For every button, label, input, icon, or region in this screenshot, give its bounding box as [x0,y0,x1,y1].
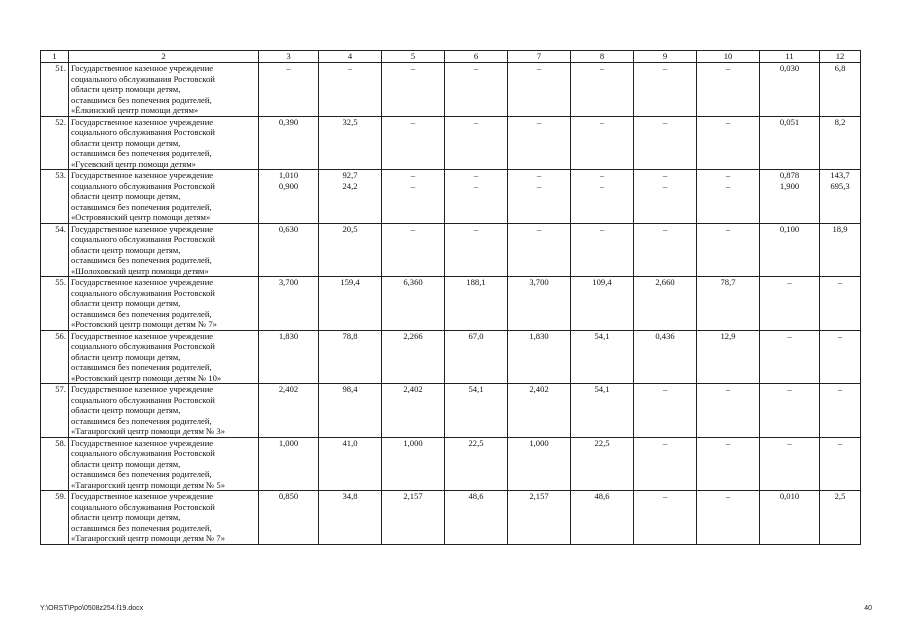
institution-name-line: социального обслуживания Ростовской [71,127,215,137]
institution-name-line: Государственное казенное учреждение [71,491,214,501]
value-line: – [599,116,605,127]
value-cell [382,116,445,170]
institution-name-line: «Островянский центр помощи детям» [71,212,211,222]
table-row [41,223,861,277]
value-line: 2,402 [403,384,423,394]
value-cell [382,384,445,438]
institution-name-line: «Ростовский центр помощи детям № 10» [71,372,222,383]
value-line: – [725,223,731,234]
value-cell [382,491,445,545]
value-line: – [662,223,668,234]
value-cell [319,116,382,170]
value-line: 1,830 [529,330,549,341]
value-line: 2,157 [529,491,549,501]
value-line: – [410,170,416,180]
institution-name-line: области центр помощи детям, [71,137,181,148]
value-line: – [725,437,731,448]
value-line: 0,051 [779,116,800,127]
value-line: 1,000 [403,437,423,448]
value-cell [319,63,382,117]
column-header: 4 [319,51,382,63]
institution-name-line: социального обслуживания Ростовской [71,234,215,244]
value-line: – [837,384,843,394]
column-header: 11 [760,51,820,63]
value-cell [445,63,508,117]
value-cell [697,170,760,224]
value-cell [697,116,760,170]
value-cell [820,223,861,277]
value-cell [697,277,760,331]
value-line: – [787,384,792,394]
value-cell [445,330,508,384]
value-line: 18,9 [832,223,848,234]
institution-name-line: оставшимся без попечения родителей, [71,148,212,158]
value-line: 22,5 [468,437,484,448]
value-cell [508,170,571,224]
value-line: 2,5 [834,491,846,501]
value-cell [571,223,634,277]
institution-name-line: «Ростовский центр помощи детям № 7» [71,319,217,329]
institution-name-line: Государственное казенное учреждение [71,437,214,448]
value-line: – [787,277,792,287]
value-line: – [410,63,416,73]
value-line: 3,700 [529,277,549,287]
value-cell [259,170,319,224]
value-line: 32,5 [342,116,358,127]
institution-name-line: Государственное казенное учреждение [71,384,214,394]
value-cell [760,116,820,170]
table-row [41,116,861,170]
value-cell [571,63,634,117]
value-cell [571,277,634,331]
value-line: – [662,384,668,394]
institution-name-line: оставшимся без попечения родителей, [71,469,212,479]
value-cell [634,330,697,384]
value-line: – [473,170,479,180]
value-line: – [599,223,605,234]
value-cell [760,491,820,545]
column-header: 5 [382,51,445,63]
column-header: 2 [69,51,259,63]
institution-name-line: социального обслуживания Ростовской [71,501,215,512]
value-line: 12,9 [720,330,736,341]
value-line: – [662,63,668,73]
value-cell [571,384,634,438]
value-cell [508,223,571,277]
value-cell [571,437,634,491]
value-line: 0,850 [278,491,299,501]
header-row [41,51,861,63]
row-number: 53. [41,170,69,224]
value-cell [760,277,820,331]
value-line: 2,402 [278,384,299,394]
value-cell [445,277,508,331]
value-line: 0,900 [278,180,299,191]
value-cell [319,384,382,438]
value-cell [697,223,760,277]
value-line: 2,266 [403,330,423,341]
institution-name-line: области центр помощи детям, [71,84,181,94]
value-cell [319,277,382,331]
institution-name-line: «Таганрогский центр помощи детям № 3» [71,426,225,436]
value-cell [508,116,571,170]
value-cell [259,437,319,491]
value-cell [319,437,382,491]
value-line: 78,8 [342,330,358,341]
page-number: 40 [864,605,872,612]
value-cell [697,63,760,117]
row-number: 54. [41,223,69,277]
value-line: 41,0 [342,437,358,448]
value-line: – [662,116,668,127]
value-cell [697,330,760,384]
value-cell [760,384,820,438]
value-line: – [599,63,605,73]
value-cell [445,491,508,545]
value-line: – [536,63,542,73]
institution-name-line: социального обслуживания Ростовской [71,287,215,298]
value-cell [259,63,319,117]
institution-name-line: области центр помощи детям, [71,244,181,255]
institution-name-line: оставшимся без попечения родителей, [71,308,212,319]
value-cell [820,63,861,117]
row-number: 56. [41,330,69,384]
value-cell [634,223,697,277]
value-line: 6,360 [403,277,423,287]
value-line: – [473,180,479,191]
value-line: 48,6 [594,491,610,501]
value-line: – [286,63,291,73]
value-line: 98,4 [342,384,358,394]
value-cell [760,437,820,491]
institution-name [69,170,259,224]
row-number: 57. [41,384,69,438]
value-line: – [473,116,479,127]
value-line: 6,8 [834,63,846,73]
value-line: 34,8 [342,491,358,501]
value-line: – [787,437,792,448]
institution-name-line: Государственное казенное учреждение [71,330,214,341]
value-cell [571,491,634,545]
value-cell [259,330,319,384]
value-line: 92,7 [342,170,358,180]
institution-name-line: социального обслуживания Ростовской [71,394,215,405]
institution-name-line: «Таганрогский центр помощи детям № 5» [71,479,225,490]
value-cell [382,437,445,491]
institution-name-line: области центр помощи детям, [71,191,181,201]
value-cell [445,437,508,491]
institution-name-line: социального обслуживания Ростовской [71,73,215,84]
value-cell [571,116,634,170]
value-line: – [410,116,416,127]
value-line: 54,1 [594,330,610,341]
table-row [41,63,861,117]
institution-name-line: Государственное казенное учреждение [71,63,214,73]
value-line: 0,010 [779,491,800,501]
value-cell [820,437,861,491]
column-header: 1 [41,51,69,63]
column-header: 6 [445,51,508,63]
institution-name-line: «Ёлкинский центр помощи детям» [71,105,199,115]
value-line: – [662,437,668,448]
value-line: 143,7 [830,170,850,180]
value-line: 8,2 [834,116,846,127]
value-cell [382,277,445,331]
value-cell [319,330,382,384]
value-cell [820,170,861,224]
institution-name-line: оставшимся без попечения родителей, [71,255,212,265]
value-line: 48,6 [468,491,484,501]
value-line: – [725,63,731,73]
value-line: 0,630 [278,223,299,234]
value-cell [382,170,445,224]
value-line: 54,1 [594,384,610,394]
value-cell [508,437,571,491]
institution-name-line: «Шолоховский центр помощи детям» [71,265,209,276]
institution-name-line: Государственное казенное учреждение [71,116,214,127]
institution-name-line: Государственное казенное учреждение [71,170,214,180]
institution-name-line: оставшимся без попечения родителей, [71,362,212,372]
table-row [41,277,861,331]
value-cell [382,223,445,277]
value-cell [634,491,697,545]
value-cell [319,491,382,545]
value-cell [760,330,820,384]
institution-name-line: области центр помощи детям, [71,351,181,362]
value-cell [634,116,697,170]
value-cell [820,491,861,545]
value-cell [634,277,697,331]
value-line: 54,1 [468,384,484,394]
value-line: 67,0 [468,330,484,341]
value-line: – [536,223,542,234]
value-line: 0,436 [655,330,675,341]
value-line: 0,100 [779,223,800,234]
column-header: 7 [508,51,571,63]
institution-name [69,223,259,277]
column-header: 9 [634,51,697,63]
column-header: 10 [697,51,760,63]
value-line: 20,5 [342,223,358,234]
value-cell [571,330,634,384]
value-line: – [599,180,605,191]
institution-name-line: социального обслуживания Ростовской [71,448,215,458]
value-cell [697,384,760,438]
value-cell [697,437,760,491]
value-cell [634,437,697,491]
value-line: – [837,330,843,341]
institution-name-line: «Таганрогский центр помощи детям № 7» [71,533,225,543]
value-line: 1,830 [278,330,299,341]
value-cell [259,223,319,277]
value-cell [445,384,508,438]
value-line: – [662,491,668,501]
institution-name-line: области центр помощи детям, [71,298,181,308]
value-cell [382,63,445,117]
value-line: 1,000 [529,437,549,448]
institution-name [69,116,259,170]
value-line: 78,7 [720,277,736,287]
value-cell [634,384,697,438]
value-line: – [725,491,731,501]
value-cell [508,384,571,438]
value-line: 188,1 [466,277,486,287]
value-line: 24,2 [342,180,358,191]
institution-name [69,437,259,491]
value-cell [634,170,697,224]
value-cell [634,63,697,117]
value-line: 22,5 [594,437,610,448]
value-cell [259,384,319,438]
value-cell [508,491,571,545]
value-cell [445,223,508,277]
value-cell [382,330,445,384]
value-line: 2,157 [403,491,423,501]
value-cell [697,491,760,545]
table-row [41,437,861,491]
value-cell [820,116,861,170]
value-cell [820,384,861,438]
value-cell [319,223,382,277]
value-line: 2,402 [529,384,549,394]
value-line: – [662,170,668,180]
value-line: 0,878 [779,170,800,180]
value-line: – [787,330,792,341]
value-line: 1,900 [779,180,800,191]
value-cell [508,63,571,117]
institution-name-line: оставшимся без попечения родителей, [71,201,212,212]
row-number: 58. [41,437,69,491]
value-line: 159,4 [340,277,360,287]
value-cell [445,116,508,170]
value-cell [760,223,820,277]
value-cell [571,170,634,224]
institution-name-line: области центр помощи детям, [71,512,181,522]
institution-name-line: области центр помощи детям, [71,405,181,415]
value-line: 1,010 [278,170,299,180]
column-header: 12 [820,51,861,63]
footer-file-path: Y:\ORST\Ppo\0508z254.f19.docx [40,605,144,612]
row-number: 59. [41,491,69,545]
value-line: – [536,180,542,191]
table-row [41,491,861,545]
value-line: 1,000 [278,437,299,448]
value-line: – [410,223,416,234]
row-number: 51. [41,63,69,117]
row-number: 52. [41,116,69,170]
value-line: – [725,116,731,127]
value-line: – [410,180,416,191]
data-table [40,50,861,545]
institution-name-line: оставшимся без попечения родителей, [71,522,212,533]
value-line: – [725,170,731,180]
value-line: 109,4 [592,277,612,287]
value-cell [259,277,319,331]
value-line: – [599,170,605,180]
value-line: – [837,437,843,448]
institution-name-line: Государственное казенное учреждение [71,223,214,234]
value-cell [319,170,382,224]
value-cell [760,63,820,117]
institution-name [69,63,259,117]
value-line: – [347,63,353,73]
value-line: – [837,277,843,287]
institution-name [69,330,259,384]
value-cell [445,170,508,224]
value-line: – [725,384,731,394]
institution-name-line: оставшимся без попечения родителей, [71,94,212,105]
value-line: – [473,63,479,73]
institution-name [69,384,259,438]
table-row [41,330,861,384]
institution-name-line: социального обслуживания Ростовской [71,180,215,191]
institution-name-line: Государственное казенное учреждение [71,277,214,287]
value-line: – [662,180,668,191]
table-row [41,170,861,224]
institution-name [69,277,259,331]
value-cell [820,277,861,331]
column-header: 3 [259,51,319,63]
value-cell [508,277,571,331]
value-line: – [536,116,542,127]
value-cell [760,170,820,224]
value-line: – [536,170,542,180]
value-cell [259,116,319,170]
column-header: 8 [571,51,634,63]
row-number: 55. [41,277,69,331]
value-cell [259,491,319,545]
value-cell [508,330,571,384]
institution-name-line: области центр помощи детям, [71,458,181,469]
institution-name-line: оставшимся без попечения родителей, [71,415,212,426]
value-cell [820,330,861,384]
institution-name-line: «Гусевский центр помощи детям» [71,158,196,169]
value-line: – [725,180,731,191]
table-row [41,384,861,438]
value-line: – [473,223,479,234]
value-line: 0,390 [278,116,299,127]
institution-name [69,491,259,545]
value-line: 3,700 [278,277,299,287]
value-line: 695,3 [830,180,850,191]
institution-name-line: социального обслуживания Ростовской [71,341,215,351]
value-line: 0,030 [779,63,800,73]
value-line: 2,660 [655,277,675,287]
